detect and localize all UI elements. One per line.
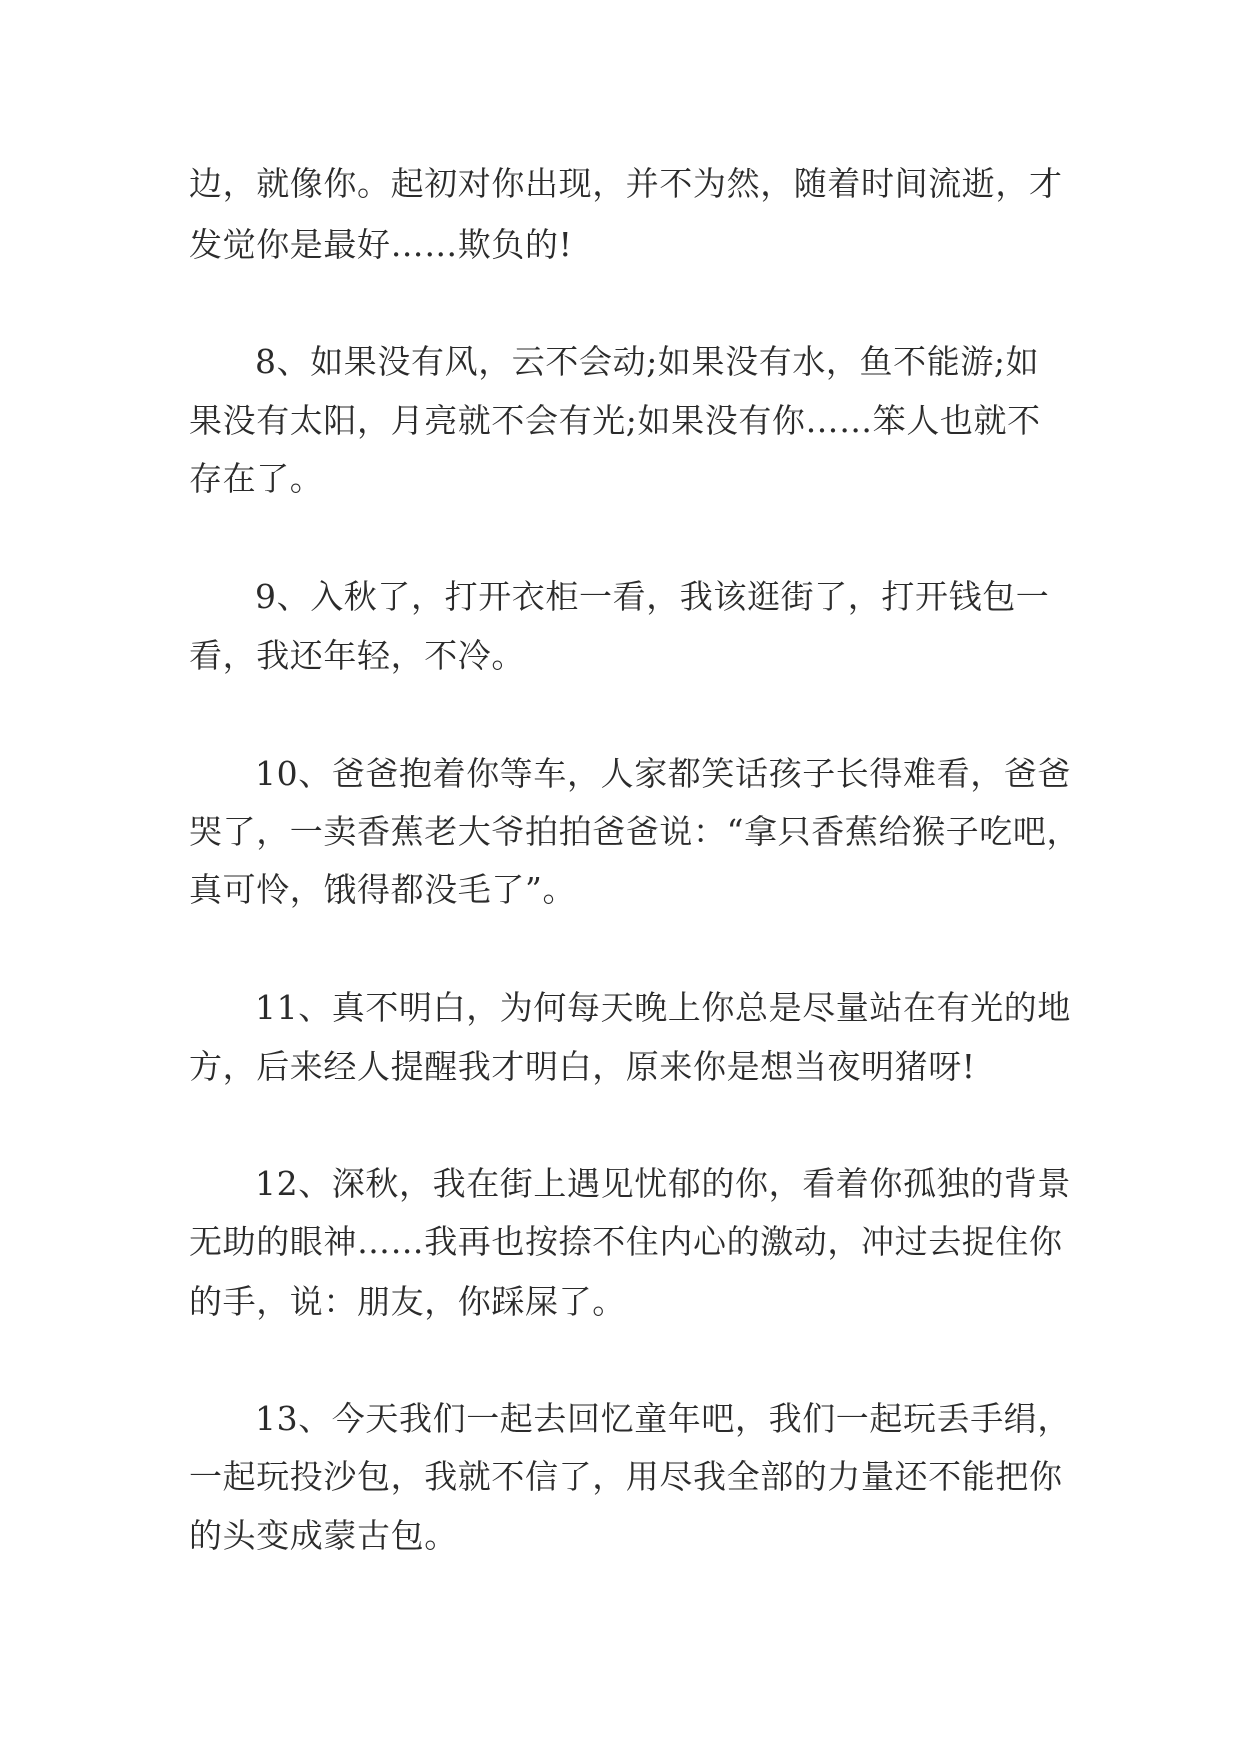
paragraph-10-line-1: 10、爸爸抱着你等车，人家都笑话孩子长得难看，爸爸 — [255, 754, 1071, 793]
paragraph-8-line-2: 果没有太阳，月亮就不会有光;如果没有你……笨人也就不 — [189, 401, 1041, 440]
paragraph-12-line-3: 的手，说：朋友，你踩屎了。 — [189, 1282, 626, 1321]
paragraph-8-line-1: 8、如果没有风，云不会动;如果没有水，鱼不能游;如 — [255, 342, 1040, 381]
paragraph-11-line-1: 11、真不明白，为何每天晚上你总是尽量站在有光的地 — [255, 988, 1071, 1027]
paragraph-10-line-3: 真可怜，饿得都没毛了”。 — [189, 870, 577, 909]
paragraph-8-line-3: 存在了。 — [189, 459, 324, 498]
paragraph-13-line-3: 的头变成蒙古包。 — [189, 1516, 458, 1555]
paragraph-7-line-2: 发觉你是最好……欺负的! — [189, 225, 573, 264]
paragraph-12-line-1: 12、深秋，我在街上遇见忧郁的你，看着你孤独的背景 — [255, 1164, 1071, 1203]
paragraph-11-line-2: 方，后来经人提醒我才明白，原来你是想当夜明猪呀! — [189, 1047, 976, 1086]
paragraph-10-line-2: 哭了，一卖香蕉老大爷拍拍爸爸说：“拿只香蕉给猴子吃吧， — [189, 812, 1081, 851]
paragraph-7-line-1: 边，就像你。起初对你出现，并不为然，随着时间流逝，才 — [189, 164, 1063, 203]
paragraph-12-line-2: 无助的眼神……我再也按捺不住内心的激动，冲过去捉住你 — [189, 1222, 1063, 1261]
paragraph-13-line-1: 13、今天我们一起去回忆童年吧，我们一起玩丢手绢， — [255, 1399, 1071, 1438]
paragraph-13-line-2: 一起玩投沙包，我就不信了，用尽我全部的力量还不能把你 — [189, 1457, 1063, 1496]
paragraph-9-line-2: 看，我还年轻，不冷。 — [189, 636, 525, 675]
paragraph-9-line-1: 9、入秋了，打开衣柜一看，我该逛街了，打开钱包一 — [255, 577, 1050, 616]
